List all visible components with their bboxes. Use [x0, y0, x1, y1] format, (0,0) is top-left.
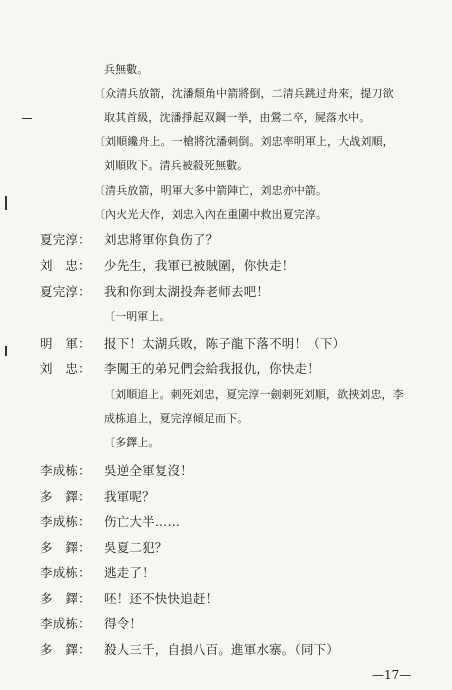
stage-direction: 〔刘順追上。刺死刘忠，夏完淳一劍刺死刘順，欲挾刘忠，李	[104, 388, 404, 401]
dialogue-line: 逃走了！	[104, 565, 155, 580]
dialogue-line: 伤亡大半……	[104, 514, 181, 529]
page-number: —17—	[372, 668, 412, 682]
dialogue-line: 殺人三千，自損八百。進軍水寨。（同下）	[104, 642, 340, 657]
speaker-name: 明 軍：	[40, 336, 91, 351]
stage-direction: 刘順敗下。清兵被殺死無數。	[104, 159, 249, 172]
speaker-name: 刘 忠：	[40, 361, 91, 376]
dialogue-line: 吳夏二犯？	[104, 540, 168, 555]
dialogue-line: 得令！	[104, 616, 143, 631]
speaker-name: 李成栋：	[40, 616, 91, 631]
dialogue-line: 我軍呢？	[104, 489, 155, 504]
dialogue-line: 刘忠將軍你負伤了？	[104, 232, 219, 247]
speaker-name: 夏完淳：	[40, 232, 91, 247]
speaker-name: 刘 忠：	[40, 258, 91, 273]
speaker-name: 李成栋：	[40, 463, 91, 478]
stage-direction: 取其首級，沈潘掙起双鋼一挙，由鶯二卒，屍落水中。	[104, 111, 371, 124]
speaker-name: 多 鐸：	[40, 540, 91, 555]
speaker-name: 李成栋：	[40, 565, 91, 580]
dialogue-line: 我和你到太湖投奔老师去吧！	[104, 284, 270, 299]
stage-direction: 成栋追上，夏完淳傾足而下。	[104, 412, 249, 425]
dialogue-line: 李闖王的弟兄們会給我报仇，你快走！	[104, 361, 320, 376]
speaker-name: 夏完淳：	[40, 284, 91, 299]
dialogue-line: 吳逆全軍复沒！	[104, 463, 193, 478]
stage-direction: 〔多鐸上。	[104, 436, 160, 449]
stage-direction: 〔刘順纔舟上。一槍將沈潘刺倒。刘忠率明軍上，大战刘順，	[94, 135, 394, 148]
speaker-name: 多 鐸：	[40, 489, 91, 504]
stage-direction: 〔內火光大作，刘忠入內在重圍中救出夏完淳。	[94, 208, 328, 221]
margin-mark	[5, 346, 7, 356]
dialogue-line: 呸！还不快快追赶！	[104, 591, 219, 606]
speaker-name: 多 鐸：	[40, 642, 91, 657]
speaker-name: 李成栋：	[40, 514, 91, 529]
dialogue-line: 少先生，我軍已被賊圍，你快走！	[104, 258, 295, 273]
speaker-name: 多 鐸：	[40, 591, 91, 606]
margin-mark	[22, 118, 32, 119]
stage-direction: 〔一明軍上。	[104, 310, 171, 323]
dialogue-line: 报下！太湖兵敗，陈子龍下落不明！（下）	[104, 336, 346, 351]
stage-direction: 〔众清兵放箭，沈潘頹角中箭將倒，二清兵跳过舟來，提刀欲	[94, 87, 394, 100]
margin-mark	[5, 196, 7, 210]
stage-direction: 兵無數。	[104, 63, 149, 76]
stage-direction: 〔清兵放箭，明軍大多中箭陣亡，刘忠亦中箭。	[94, 184, 328, 197]
